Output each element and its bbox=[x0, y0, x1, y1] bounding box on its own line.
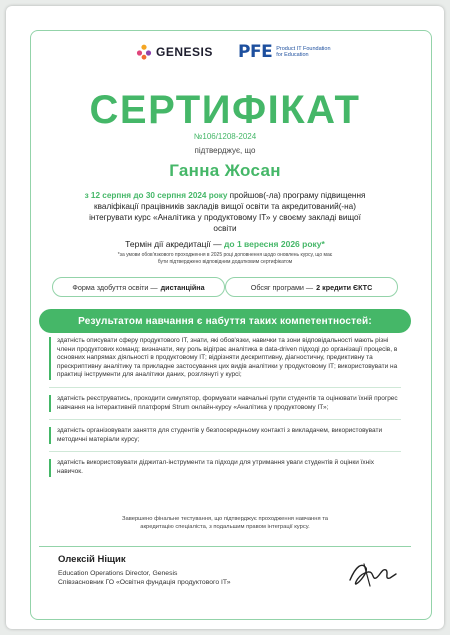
genesis-logo-text: GENESIS bbox=[156, 45, 213, 59]
pfe-logo-mark: PFE bbox=[238, 42, 273, 62]
education-form-label: Форма здобуття освіти — bbox=[72, 282, 158, 292]
program-volume-value: 2 кредити ЄКТС bbox=[316, 282, 373, 292]
final-note: Завершено фінальне тестування, що підтверджує проходження навчання та акредитацію спеціаліста, з подальшим правом інтеграції курсу. bbox=[121, 516, 329, 530]
genesis-logo bbox=[136, 44, 213, 60]
info-row bbox=[52, 277, 398, 297]
competency-divider bbox=[49, 419, 401, 420]
competency-item: здатність використовувати діджитал-інструменти та підходи для утримання уваги студентів й оцінки їхніх навичок. bbox=[49, 459, 401, 476]
accreditation-date: до 1 вересня 2026 року* bbox=[224, 239, 325, 249]
genesis-logo-icon bbox=[136, 44, 152, 60]
certificate-body-text: пройшов(-ла) програму підвищення кваліфікації працівників закладів вищої освіти та акредитований(-на) інтегрувати курс «Аналітика у продуктовому ІТ» у своєму закладі вищої освіти bbox=[89, 191, 366, 233]
education-form-value: дистанційна bbox=[160, 282, 205, 292]
accreditation-term bbox=[6, 239, 444, 249]
certificate-page bbox=[6, 6, 444, 629]
competency-item: здатність описувати сферу продуктового ІТ, знати, які обов'язки, навички та зони відповідальності мають різні члени продуктових команд; визначати, яку роль відіграє аналітика в data-driven підході до організації процесів, в основних напрямах діяльності в продуктовому ІТ; відрізняти дескриптивну, діагностичну, предиктивну та прескриптивну аналітику та прикладне застосування цих видів аналітики у продуктовому ІТ; використовувати на практиці інструменти для аналітики даних, розглянуті у курсі; bbox=[49, 337, 401, 380]
competency-divider bbox=[49, 387, 401, 388]
program-volume-label: Обсяг програми — bbox=[250, 282, 314, 292]
course-period: з 12 серпня до 30 серпня 2024 року bbox=[84, 191, 228, 200]
signer-block bbox=[58, 554, 231, 587]
competency-item: здатність реєструватись, проходити симулятор, формувати навчальні групи студентів та оцінювати їхній прогрес навчання на інтерактивній платформі Strum онлайн-курсу «Аналітика у продуктовому ІТ»; bbox=[49, 395, 401, 412]
competency-divider bbox=[49, 451, 401, 452]
pfe-logo-text: Product IT Foundation for Education bbox=[276, 45, 331, 58]
certificate-body bbox=[78, 190, 372, 234]
accreditation-note: *за умови обов'язкового проходження в 2025 році доповнення щодо оновлень курсу, що має бути підтверджено відповідним додатковим сертифікатом bbox=[117, 252, 333, 265]
signature-divider bbox=[39, 546, 411, 547]
signer-role: Співзасновник ГО «Освітня фундація продуктового ІТ» bbox=[58, 579, 231, 586]
competency-item: здатність організовувати заняття для студентів у безпосередньому контакті з викладачем, використовувати методичні матеріали курсу; bbox=[49, 427, 401, 444]
results-heading: Результатом навчання є набуття таких компетентностей: bbox=[39, 309, 411, 333]
signer-position: Education Operations Director, Genesis bbox=[58, 570, 178, 577]
signer-name: Олексій Ніщик bbox=[58, 554, 126, 565]
certificate-number: №106/1208-2024 bbox=[193, 132, 257, 141]
signature-icon bbox=[346, 558, 398, 593]
recipient-name: Ганна Жосан bbox=[169, 161, 281, 180]
pfe-logo bbox=[238, 42, 338, 62]
certificate-title: СЕРТИФІКАТ bbox=[89, 88, 361, 132]
accreditation-label: Термін дії акредитації — bbox=[125, 239, 224, 249]
competencies-list bbox=[49, 337, 401, 484]
education-form-box bbox=[52, 277, 225, 297]
program-volume-box bbox=[225, 277, 398, 297]
logos-row bbox=[6, 36, 444, 76]
confirms-text: підтверджує, що bbox=[194, 146, 256, 155]
